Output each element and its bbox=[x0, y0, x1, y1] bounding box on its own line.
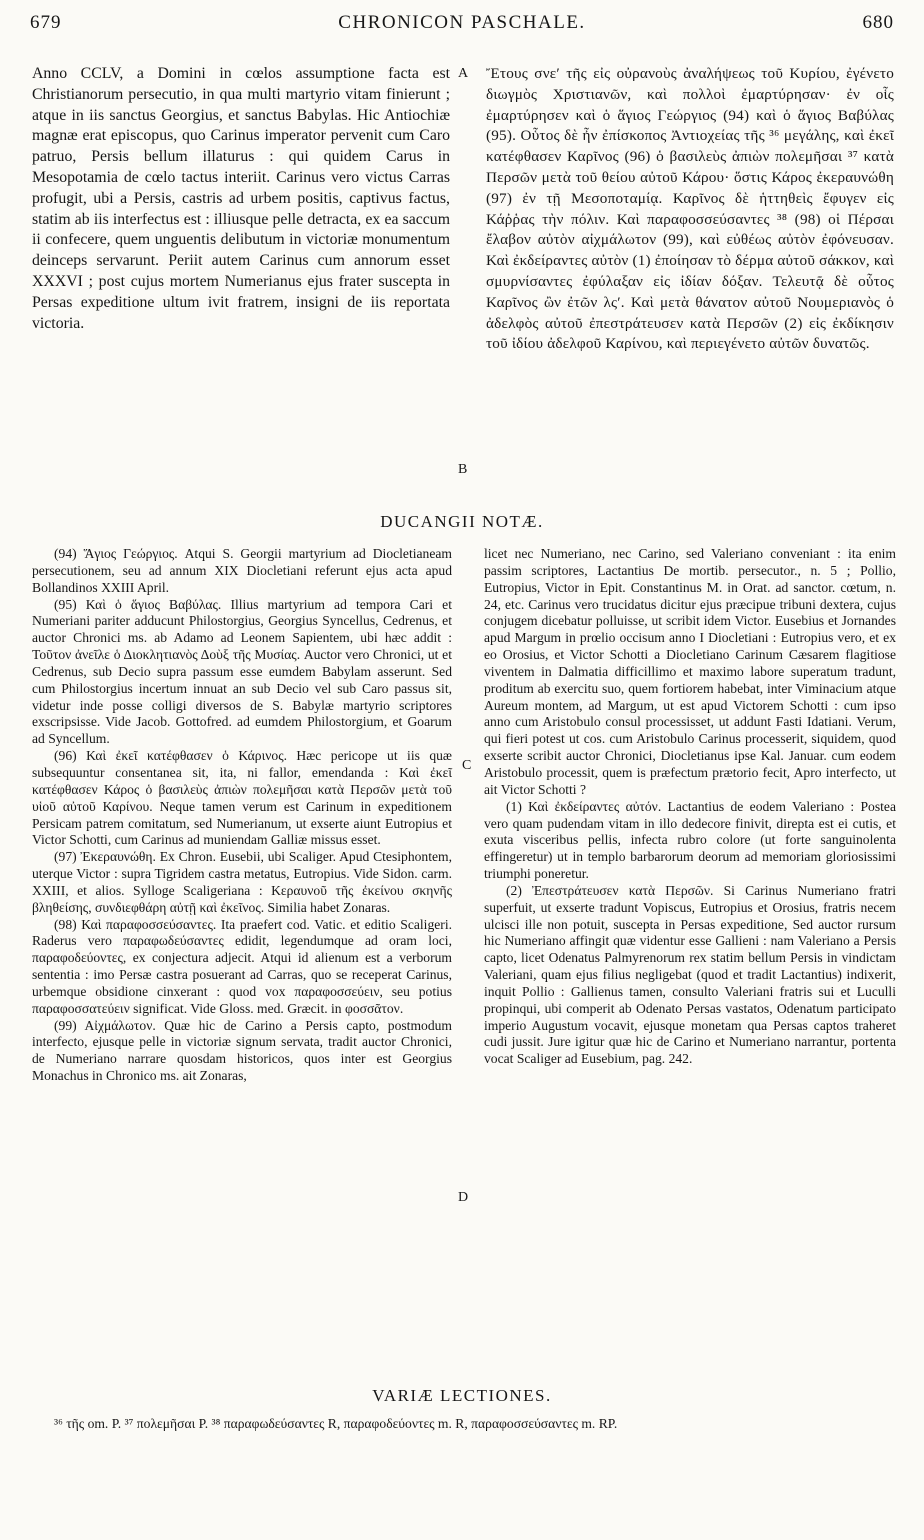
note-1: (1) Καὶ ἐκδείραντες αὐτόν. Lactantius de eodem Valeriano : Postea vero quam pudendam vitam in illo dedecore finivit, direpta est ei cutis, et exuta visceribus pellis, infecta rubro colore (ut forte sanguinolenta effingeretur) ut in templo barbarorum deorum ad memoriam gloriosissimi triumphi poneretur. bbox=[484, 798, 896, 882]
margin-letter-b: B bbox=[458, 462, 468, 477]
variant-readings: ³⁶ τῆς om. P. ³⁷ πολεμῆσαι P. ³⁸ παραφωδεύσαντες R, παραφοδεύοντες m. R, παραφοσσεύσαντες m. RP. bbox=[54, 1416, 618, 1431]
notes-right-column bbox=[484, 546, 896, 1068]
page-number-left: 679 bbox=[30, 12, 62, 33]
margin-letter-c: C bbox=[462, 758, 472, 773]
margin-letter-d: D bbox=[458, 1190, 469, 1205]
note-99: (99) Αἰχμάλωτον. Quæ hic de Carino a Persis capto, postmodum interfecto, ejusque pelle in victoriæ signum servata, tradit auctor Chronici, de Numeriano narrare quosdam historicos, quos inter est Georgius Monachus in Chronico ms. ait Zonaras, bbox=[32, 1017, 452, 1084]
note-95: (95) Καὶ ὁ ἅγιος Βαβύλας. Illius martyrium ad tempora Cari et Numeriani pariter adducunt Philostorgius, Georgius Syncellus, Cedrenus, et auctor Chronici ms. ab Adamo ad Leonem Sapientem, ubi hæc addit : Τοῦτον ἀνεῖλε ὁ Διοκλητιανὸς Δοὺξ τῆς Μυσίας. Auctor vero Chronici, ut et Cedrenus, sub Decio supra passum esse eumdem Babylam asserunt. Sed cum Philostorgius incertum innuat an sub Decio vel sub Caro passus sit, videtur inde posse colligi diversos de S. Babylæ martyrio scriptores exscripsisse. Vide Jacob. Gottofred. ad eumdem Philostorgium, et Goarum ad Syncellum. bbox=[32, 596, 452, 747]
margin-letter-a: A bbox=[458, 66, 469, 81]
page-number-right: 680 bbox=[862, 12, 894, 33]
greek-text-column: Ἔτους σνε′ τῆς εἰς οὐρανοὺς ἀναλήψεως τοῦ Κυρίου, ἐγένετο διωγμὸς Χριστιανῶν, καὶ πολλοὶ ἐμαρτύρησαν· ἐν οἷς ἐμαρτύρησεν καὶ ὁ ἅγιος Γεώργιος (94) καὶ ὁ ἅγιος Βαβύλας (95). Οὗτος δὲ ἦν ἐπίσκοπος Ἀντιοχείας τῆς ³⁶ μεγάλης, καὶ ἐκεῖ κατέφθασεν Καρῖνος (96) ὁ βασιλεὺς ἀπιὼν πολεμῆσαι ³⁷ κατὰ Περσῶν μετὰ τοῦ θείου αὐτοῦ Κάρου· ὅστις Κάρος ἐκεραυνώθη (97) ἐν τῇ Μεσοποταμίᾳ. Καρῖνος δὲ ἡττηθεὶς ἔφυγεν εἰς Κάῤῥας τὴν πόλιν. Καὶ παραφοσσεύσαντες ³⁸ (98) οἱ Πέρσαι ἔλαβον αὐτὸν αἰχμάλωτον (99), καὶ εὐθέως αὐτὸν ἐφόνευσαν. Καὶ ἐκδείραντες αὐτὸν (1) ἐποίησαν τὸ δέρμα αὐτοῦ σάκκον, καὶ σμυρνίσαντες ἐφύλαξαν εἰς ἰδίαν δόξαν. Τελευτᾷ δὲ οὗτος Καρῖνος ὢν ἐτῶν λς′. Καὶ μετὰ θάνατον αὐτοῦ Νουμεριανὸς ὁ ἀδελφὸς αὐτοῦ ἐπεστράτευσεν κατὰ Περσῶν (2) εἰς ἐκδίκησιν τοῦ ἰδίου ἀδελφοῦ Καρίνου, καὶ περιεγένετο αὐτῶν δυνατῶς. bbox=[486, 65, 895, 353]
note-96: (96) Καὶ ἐκεῖ κατέφθασεν ὁ Κάρινος. Hæc pericope ut iis quæ subsequuntur consentanea sit, ita, ni fallor, emendanda : Καὶ ἐκεῖ κατέφθασεν Κάρος ὁ βασιλεὺς ἀπιὼν πολεμῆσαι κατὰ Περσῶν μετὰ τοῦ υἱοῦ αὐτοῦ Καρίνου. Neque tamen verum est Carinum in expeditionem Persicam patrem comitatum, sed Numerianum, ut exserte aiunt Eutropius et Victor Schotti, cum Carinus ad muniendam Galliæ missus esset. bbox=[32, 748, 452, 848]
note-2: (2) Ἐπεστράτευσεν κατὰ Περσῶν. Si Carinus Numeriano fratri superfuit, ut exserte tradunt Vopiscus, Eutropius et Orosius, fratris necem ulcisci ille non potuit, suscepta in Persas expeditione, Sed auctor rursum hic Numeriano affingit quæ videntur esse Gallieni : nam Valeriano a Persis capto, licet Odenatus Palmyrenorum rex statim bellum Persis in vindictam Valeriani, quam ejus filius negligebat (quod et tradit Lactantius) indixerit, inquit Pollio : Gallienus tamen, consulto Valeriani fratris sui et Luculli propinqui, ubi comperit ab Odenato Persas vastatos, Odenatum participato imperio Augustum vocavit, ejusque monetam qua Persas captos traheret cudi jussit. Jure igitur quæ hic de Carino et Numeriano narrantur, portenta vocat Scaliger ad Eusebium, pag. 242. bbox=[484, 882, 896, 1067]
variants-section-title: VARIÆ LECTIONES. bbox=[372, 1386, 552, 1405]
note-99-continued: licet nec Numeriano, nec Carino, sed Valeriano conveniant : ita enim passim scriptores, Lactantius De mortib. persecutor., n. 5 ; Pollio, Eutropius, Victor in Epit. Constantinus M. in Orat. ad sanctor. cœtum, n. 24, etc. Carinus vero trucidatus dicitur ejus præcipue tribuni dextera, cujus conjugem dicebatur polluisse, ut scribit idem Victor. Eusebius et Jornandes apud Margum in prœlio occisum anno I Diocletiani : Eutropius vero, et ex eo Orosius, et Victor Schotti a Diocletiano Carinum Cæsarem flagitiose viventem in Dalmatia difficillimo et maximo labore superatum tradunt, proditum ab exercitu suo, quem fortiorem habebat, inter Viminacium atque Aureum montem, ad Margum, ut est apud Victorem Schotti : cum ipso anno cum Aristobulo consul processisset, ut addunt Fasti Idatiani. Verum, qui fieri potest ut cos. cum Aristobulo Carinus processerit, siquidem, quod exserte scribit auctor Chronici, Diocletianus ipse Kal. Januar. cum eodem Aristobulo processit, quem is præfectum prætorio fecit, Apro interfecto, ut ait Victor Schotti ? bbox=[484, 546, 896, 797]
page-header bbox=[30, 12, 894, 42]
notes-left-column bbox=[32, 546, 452, 1085]
page-title: CHRONICON PASCHALE. bbox=[338, 12, 586, 33]
notes-section-title: DUCANGII NOTÆ. bbox=[380, 512, 544, 531]
note-94: (94) Ἅγιος Γεώργιος. Atqui S. Georgii martyrium ad Diocletianeam persecutionem, seu ad annum XIX Diocletiani referunt ejus acta apud Bollandinos XXIII April. bbox=[32, 546, 452, 595]
latin-translation-column: Anno CCLV, a Domini in cœlos assumptione facta est Christianorum persecutio, in qua multi martyrio vitam finierunt ; atque in iis sanctus Georgius, et sanctus Babylas. Hic Antiochiæ magnæ erat episcopus, quo Carinus imperator pervenit cum Caro patruo, Persis bellum illaturus : qui quidem Carus in Mesopotamia de cœlo tactus interiit. Carinus vero victus Carras profugit, ubi a Persis, castris ad urbem positis, captivus factus, statim ab iis interfectus est : illiusque pelle detracta, ex ea saccum ii confecere, quem unguentis delibutum in victoriæ monumentum deinceps servarunt. Periit autem Carinus cum annorum esset XXXVI ; post cujus mortem Numerianus ejus frater suscepta in Persas expeditione ultum ivit fratrem, insigni de iis reportata victoria. bbox=[32, 65, 450, 332]
note-98: (98) Καὶ παραφοσσεύσαντες. Ita praefert cod. Vatic. et editio Scaligeri. Raderus vero παραφωδεύσαντες edidit, legendumque ad oram loci, παραφοδεύοντες, ex conjectura adjecit. Atqui id alienum est a verborum sententia : imo Persæ castra posuerant ad Carras, quo se receperat Carinus, urbemque obsidione cinxerant : quod vox παραφοσσεύειν, seu potius παραφοσσατεύειν significat. Vide Gloss. med. Græcit. in φοσσᾶτον. bbox=[32, 916, 452, 1016]
note-97: (97) Ἐκεραυνώθη. Ex Chron. Eusebii, ubi Scaliger. Apud Ctesiphontem, uterque Victor : supra Tigridem castra metatus, Eutropius. Vide Sidon. carm. XXIII, et alios. Sylloge Scaligeriana : Κεραυνοῦ τῆς ἐκείνου σκηνῆς βληθείσης, συνδιεφθάρη αὐτῇ καὶ ἐκεῖνος. Similia habet Zonaras. bbox=[32, 849, 452, 915]
